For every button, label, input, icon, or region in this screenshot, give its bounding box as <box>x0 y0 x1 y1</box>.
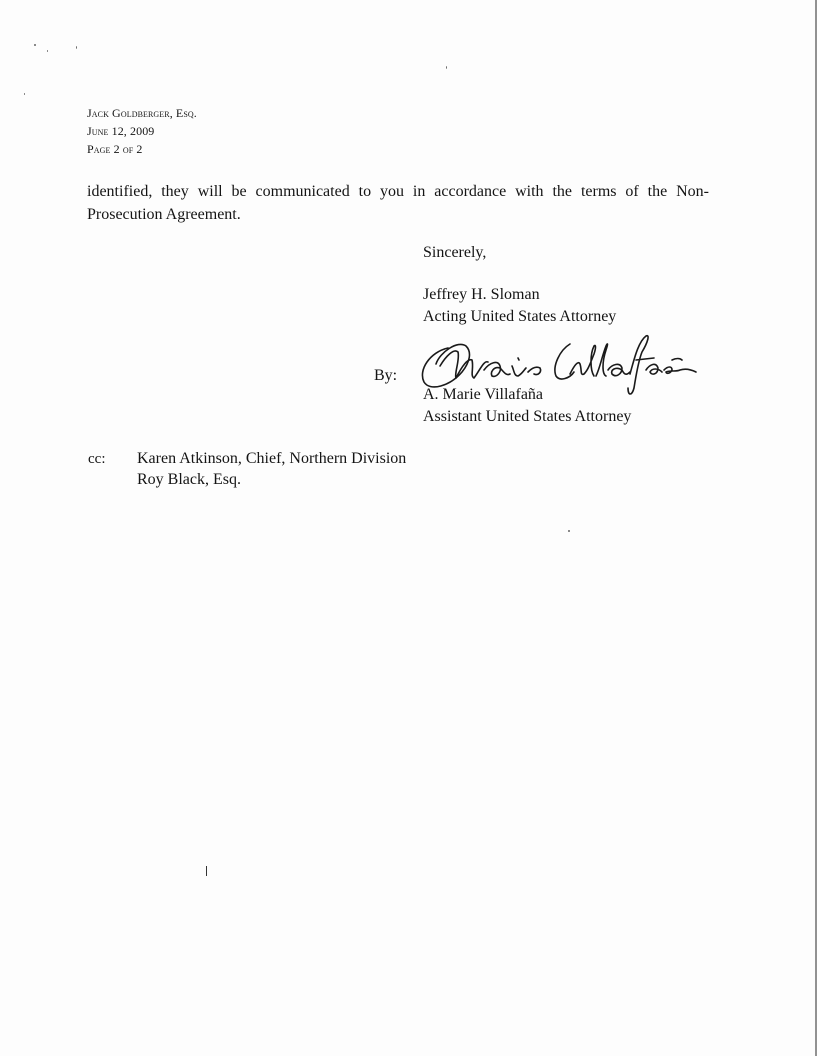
closing-salutation <box>423 242 486 264</box>
signer-block <box>423 384 631 428</box>
page-number-line: Page 2 of 2 <box>87 142 143 156</box>
scan-speck <box>568 530 570 532</box>
cc-list <box>137 448 406 490</box>
recipient-line: Jack Goldberger, Esq. <box>87 106 197 120</box>
scan-speck <box>206 866 207 876</box>
cc-label: cc: <box>88 451 106 467</box>
scan-speck <box>76 46 77 49</box>
scan-speck <box>34 44 36 46</box>
cc-recipient: Roy Black, Esq. <box>137 471 241 488</box>
scan-speck <box>47 50 48 52</box>
scan-speck <box>446 66 447 69</box>
signer-name: A. Marie Villafaña <box>423 386 544 403</box>
cc-recipient: Karen Atkinson, Chief, Northern Division <box>137 450 407 467</box>
date-line: June 12, 2009 <box>87 124 155 138</box>
scan-speck <box>24 93 25 95</box>
sender-block <box>423 284 616 328</box>
sincerely-text: Sincerely, <box>423 244 487 261</box>
sender-name: Jeffrey H. Sloman <box>423 286 540 303</box>
signer-title: Assistant United States Attorney <box>423 408 632 425</box>
sender-title: Acting United States Attorney <box>423 308 617 325</box>
by-label: By: <box>374 367 398 384</box>
letter-header <box>87 104 197 158</box>
body-paragraph: identified, they will be communicated to you in accordance with the terms of the Non-Prosecution Agreement. <box>87 183 709 223</box>
